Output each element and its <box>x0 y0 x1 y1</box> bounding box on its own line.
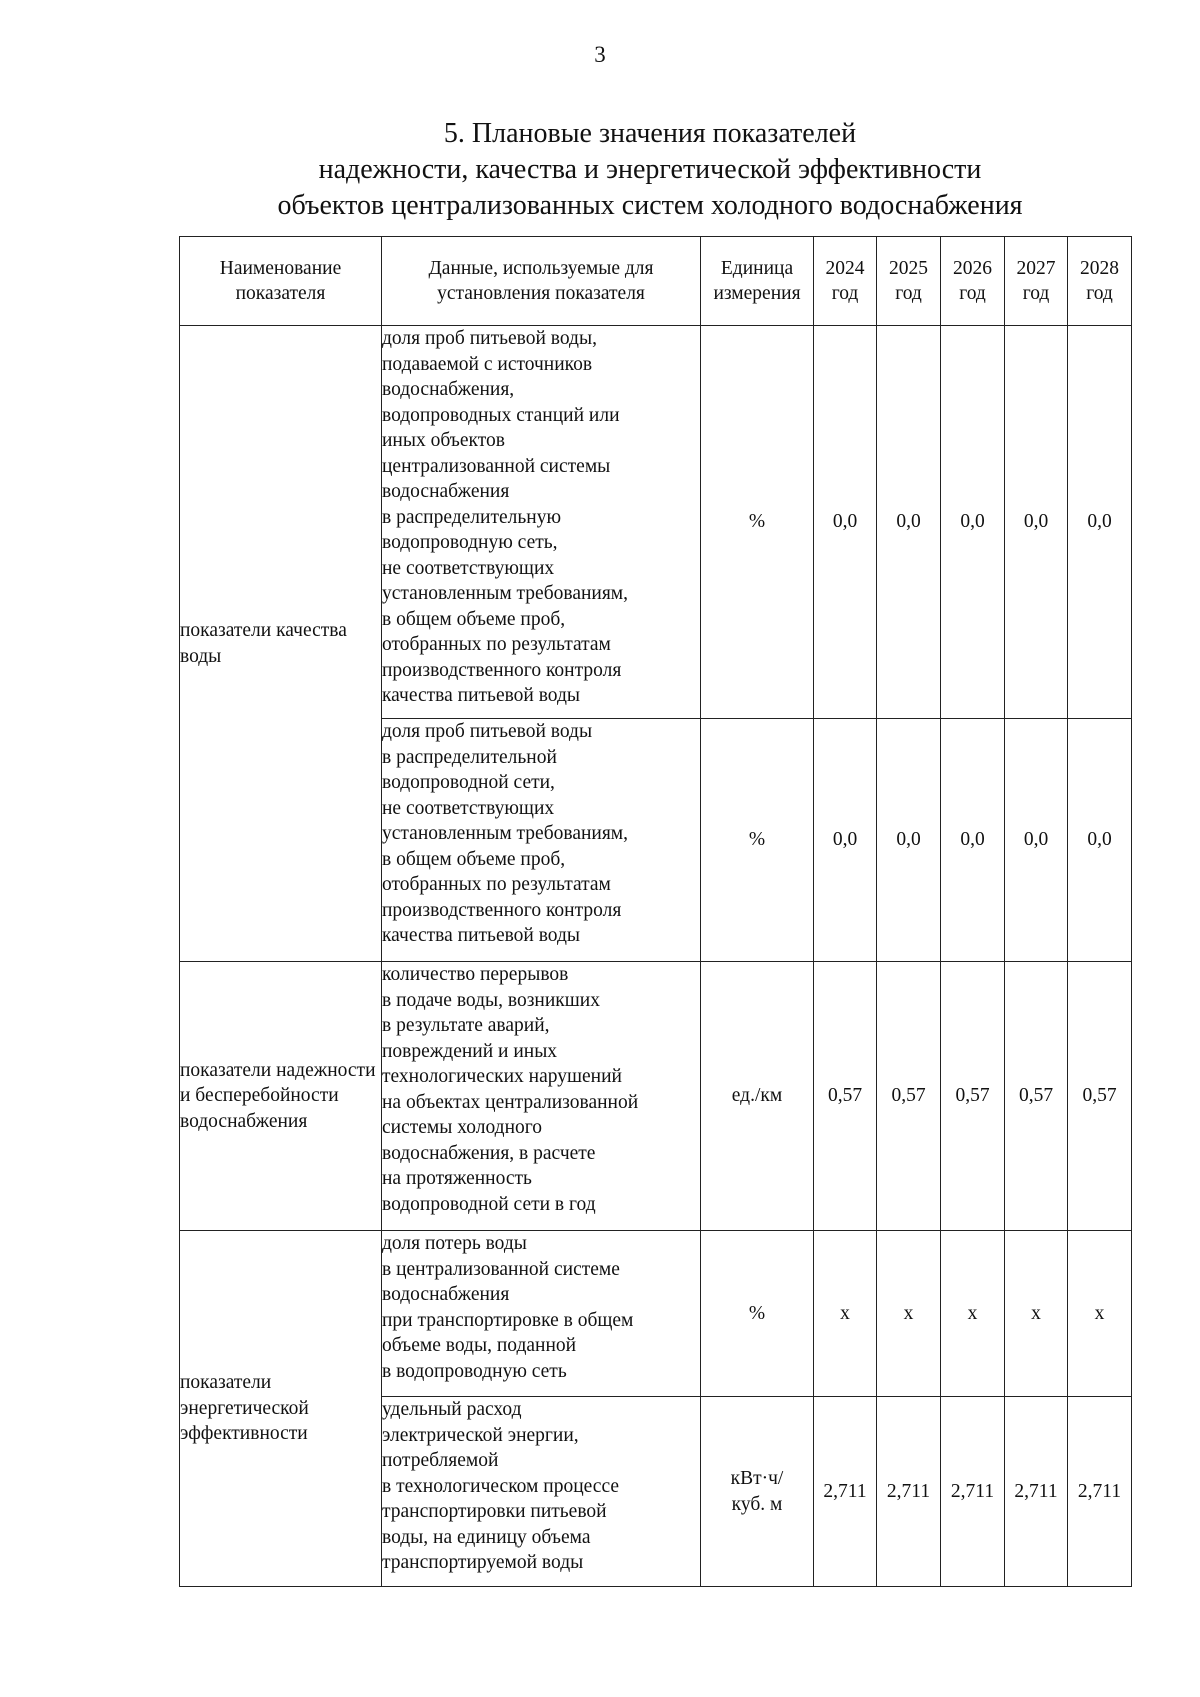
value-2027: x <box>1005 1231 1068 1397</box>
header-year-2024: 2024 год <box>814 237 877 326</box>
table-row <box>180 1231 1132 1397</box>
value-2024: 0,57 <box>814 962 877 1231</box>
value-2028: x <box>1068 1231 1132 1397</box>
value-2024: 0,0 <box>814 326 877 719</box>
row-unit: % <box>701 326 814 719</box>
header-year-2028: 2028 год <box>1068 237 1132 326</box>
value-2027: 0,0 <box>1005 719 1068 962</box>
header-name: Наименование показателя <box>180 237 382 326</box>
header-year-2026: 2026 год <box>941 237 1005 326</box>
row-description: количество перерывов в подаче воды, возникших в результате аварий, повреждений и иных технологических нарушений на объектах централизованной системы холодного водоснабжения, в расчете на протяженность водопроводной сети в год <box>382 962 701 1231</box>
value-2027: 2,711 <box>1005 1397 1068 1587</box>
value-2026: 0,0 <box>941 326 1005 719</box>
header-year-2025: 2025 год <box>877 237 941 326</box>
row-unit: % <box>701 1231 814 1397</box>
table-header-row <box>180 237 1132 326</box>
value-2027: 0,57 <box>1005 962 1068 1231</box>
value-2028: 0,57 <box>1068 962 1132 1231</box>
row-description: доля проб питьевой воды в распределительной водопроводной сети, не соответствующих установленным требованиям, в общем объеме проб, отобранных по результатам производственного контроля качества питьевой воды <box>382 719 701 962</box>
value-2025: 2,711 <box>877 1397 941 1587</box>
value-2026: 0,0 <box>941 719 1005 962</box>
indicators-table <box>179 236 1132 1587</box>
value-2026: 0,57 <box>941 962 1005 1231</box>
value-2028: 0,0 <box>1068 326 1132 719</box>
header-year-2027: 2027 год <box>1005 237 1068 326</box>
value-2024: 0,0 <box>814 719 877 962</box>
row-unit: кВт·ч/ куб. м <box>701 1397 814 1587</box>
value-2026: 2,711 <box>941 1397 1005 1587</box>
row-description: доля проб питьевой воды, подаваемой с источников водоснабжения, водопроводных станций или иных объектов централизованной системы водоснабжения в распределительную водопроводную сеть, не соответствующих установленным требованиям, в общем объеме проб, отобранных по результатам производственного контроля качества питьевой воды <box>382 326 701 719</box>
value-2027: 0,0 <box>1005 326 1068 719</box>
group-name-reliability: показатели надежности и бесперебойности водоснабжения <box>180 962 382 1231</box>
title-line-1: 5. Плановые значения показателей <box>443 118 857 149</box>
value-2028: 0,0 <box>1068 719 1132 962</box>
page-number: 3 <box>594 42 606 67</box>
row-unit: % <box>701 719 814 962</box>
value-2024: x <box>814 1231 877 1397</box>
table-row <box>180 326 1132 719</box>
value-2025: 0,0 <box>877 719 941 962</box>
title-line-2: надежности, качества и энергетической эффективности <box>318 154 982 185</box>
value-2024: 2,711 <box>814 1397 877 1587</box>
group-name-water-quality: показатели качества воды <box>180 326 382 962</box>
row-description: удельный расход электрической энергии, потребляемой в технологическом процессе транспортировки питьевой воды, на единицу объема транспортируемой воды <box>382 1397 701 1587</box>
header-unit: Единица измерения <box>701 237 814 326</box>
value-2028: 2,711 <box>1068 1397 1132 1587</box>
value-2026: x <box>941 1231 1005 1397</box>
title-line-3: объектов централизованных систем холодного водоснабжения <box>277 190 1023 221</box>
row-unit: ед./км <box>701 962 814 1231</box>
value-2025: 0,57 <box>877 962 941 1231</box>
value-2025: x <box>877 1231 941 1397</box>
value-2025: 0,0 <box>877 326 941 719</box>
group-name-energy-efficiency: показатели энергетической эффективности <box>180 1231 382 1587</box>
document-title <box>150 116 1150 224</box>
table-row <box>180 962 1132 1231</box>
header-data: Данные, используемые для установления показателя <box>382 237 701 326</box>
row-description: доля потерь воды в централизованной системе водоснабжения при транспортировке в общем объеме воды, поданной в водопроводную сеть <box>382 1231 701 1397</box>
